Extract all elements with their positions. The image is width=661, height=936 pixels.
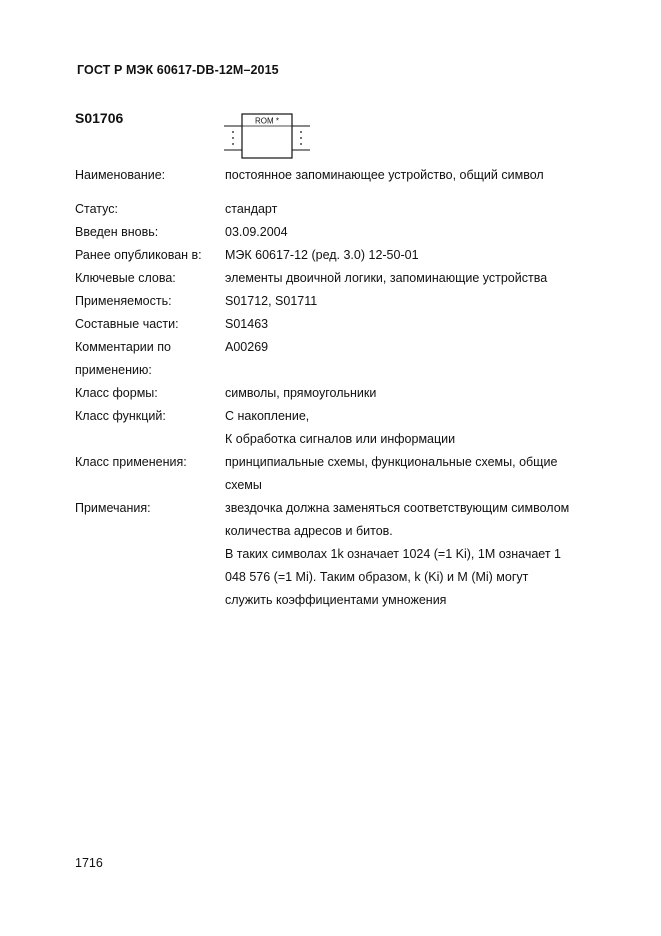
field-label: Класс функций: (75, 409, 166, 423)
symbol-code: S01706 (75, 110, 124, 126)
field-value: схемы (225, 478, 262, 492)
field-value: К обработка сигналов или информации (225, 432, 456, 446)
field-value: количества адресов и битов. (225, 524, 393, 538)
field-label: Класс формы: (75, 386, 158, 400)
field-value: 03.09.2004 (225, 225, 288, 239)
field-components (75, 313, 615, 336)
field-introduced (75, 221, 615, 244)
field-label: Статус: (75, 202, 118, 216)
field-value: 048 576 (=1 Mi). Таким образом, k (Ki) и M (Mi) могут (225, 570, 529, 584)
field-applicability (75, 290, 615, 313)
field-application-comments (75, 336, 615, 382)
left-ellipsis-dot (232, 143, 234, 145)
field-value: служить коэффициентами умножения (225, 593, 447, 607)
field-keywords (75, 267, 615, 290)
field-label: применению: (75, 363, 152, 377)
field-label: Ранее опубликован в: (75, 248, 202, 262)
field-value: A00269 (225, 340, 269, 354)
field-label: Применяемость: (75, 294, 172, 308)
field-value: звездочка должна заменяться соответствующим символом (225, 501, 570, 515)
rom-symbol-diagram (222, 112, 312, 160)
field-function-class (75, 405, 615, 451)
field-value: МЭК 60617-12 (ред. 3.0) 12-50-01 (225, 248, 419, 262)
field-previously-published (75, 244, 615, 267)
field-status (75, 198, 615, 221)
left-ellipsis-dot (232, 131, 234, 133)
attribute-list (75, 164, 615, 612)
field-label: Наименование: (75, 168, 166, 182)
field-label: Класс применения: (75, 455, 187, 469)
field-application-class (75, 451, 615, 497)
field-label: Составные части: (75, 317, 179, 331)
right-ellipsis-dot (300, 131, 302, 133)
field-shape-class (75, 382, 615, 405)
field-label: Введен вновь: (75, 225, 159, 239)
field-value: элементы двоичной логики, запоминающие устройства (225, 271, 548, 285)
field-value: S01712, S01711 (225, 294, 318, 308)
right-ellipsis-dot (300, 137, 302, 139)
field-value: стандарт (225, 202, 278, 216)
document-header: ГОСТ Р МЭК 60617-DB-12M–2015 (77, 63, 279, 77)
right-ellipsis-dot (300, 143, 302, 145)
field-value: постоянное запоминающее устройство, общий символ (225, 168, 544, 182)
field-value: В таких символах 1k означает 1024 (=1 Ki), 1M означает 1 (225, 547, 561, 561)
rom-symbol-label: ROM * (255, 116, 279, 126)
field-value: S01463 (225, 317, 269, 331)
field-label: Примечания: (75, 501, 151, 515)
field-label: Комментарии по (75, 340, 171, 354)
field-notes (75, 497, 615, 612)
page-number: 1716 (75, 856, 103, 870)
field-name (75, 164, 615, 187)
field-value: принципиальные схемы, функциональные схемы, общие (225, 455, 558, 469)
left-ellipsis-dot (232, 137, 234, 139)
field-label: Ключевые слова: (75, 271, 176, 285)
field-value: С накопление, (225, 409, 310, 423)
field-value: символы, прямоугольники (225, 386, 377, 400)
